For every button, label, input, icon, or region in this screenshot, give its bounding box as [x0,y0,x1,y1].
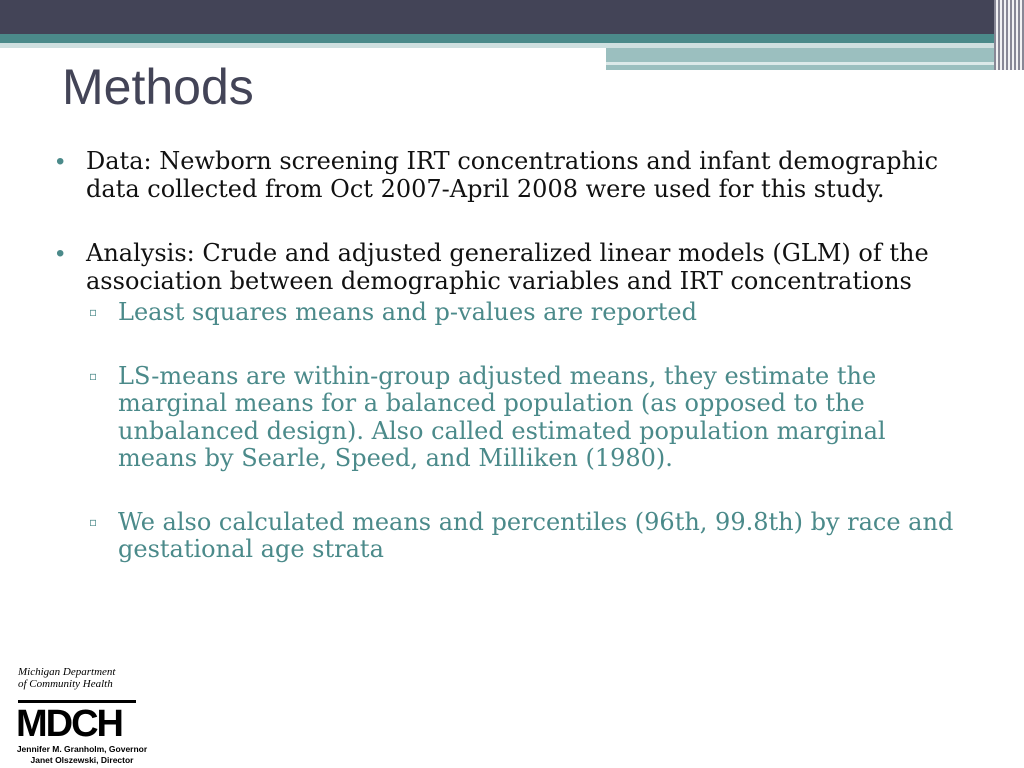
sub-bullet-square-icon: ▫ [89,305,98,319]
header-right-band [606,48,1001,70]
sub-bullet-percentiles [56,509,956,564]
header-right-band-highlight [606,62,1001,65]
header-accent-stripe [0,34,1024,43]
header-bar [0,0,1024,34]
bullet-dot-icon: • [56,148,65,175]
slide-title: Methods [62,59,254,115]
bullet-data [56,148,956,203]
sub-bullet-square-icon: ▫ [89,514,98,529]
logo-director: Janet Olszewski, Director [30,755,134,765]
sub-bullet-text: Least squares means and p-values are reported [118,298,697,326]
bullet-dot-icon: • [56,240,65,267]
logo-line-1: Michigan Department [18,666,116,678]
sub-bullet-least-squares [56,299,956,327]
sub-bullet-square-icon: ▫ [89,368,98,383]
sub-bullet-text: We also calculated means and percentiles (96th, 99.8th) by race and gestational age strata [118,507,954,563]
logo-line-2: of Community Health [18,678,113,690]
bullet-text: Analysis: Crude and adjusted generalized linear models (GLM) of the association between demographic variables and IRT concentrations [86,239,929,295]
sub-bullet-ls-means [56,363,956,473]
bullet-text: Data: Newborn screening IRT concentrations and infant demographic data collected from Oct 2007-April 2008 were used for this study. [86,147,939,203]
mdch-logo [10,664,150,768]
header-decorative-lines [994,0,1024,70]
sub-bullet-text: LS-means are within-group adjusted means, they estimate the marginal means for a balanced population (as opposed to the unbalanced design). Also called estimated population marginal means by Searle, Speed, and Milliken (1980). [118,361,886,472]
logo-mark: MDCH [16,703,122,745]
bullet-analysis [56,240,956,295]
slide-body [56,148,956,564]
logo-governor: Jennifer M. Granholm, Governor [16,744,148,754]
